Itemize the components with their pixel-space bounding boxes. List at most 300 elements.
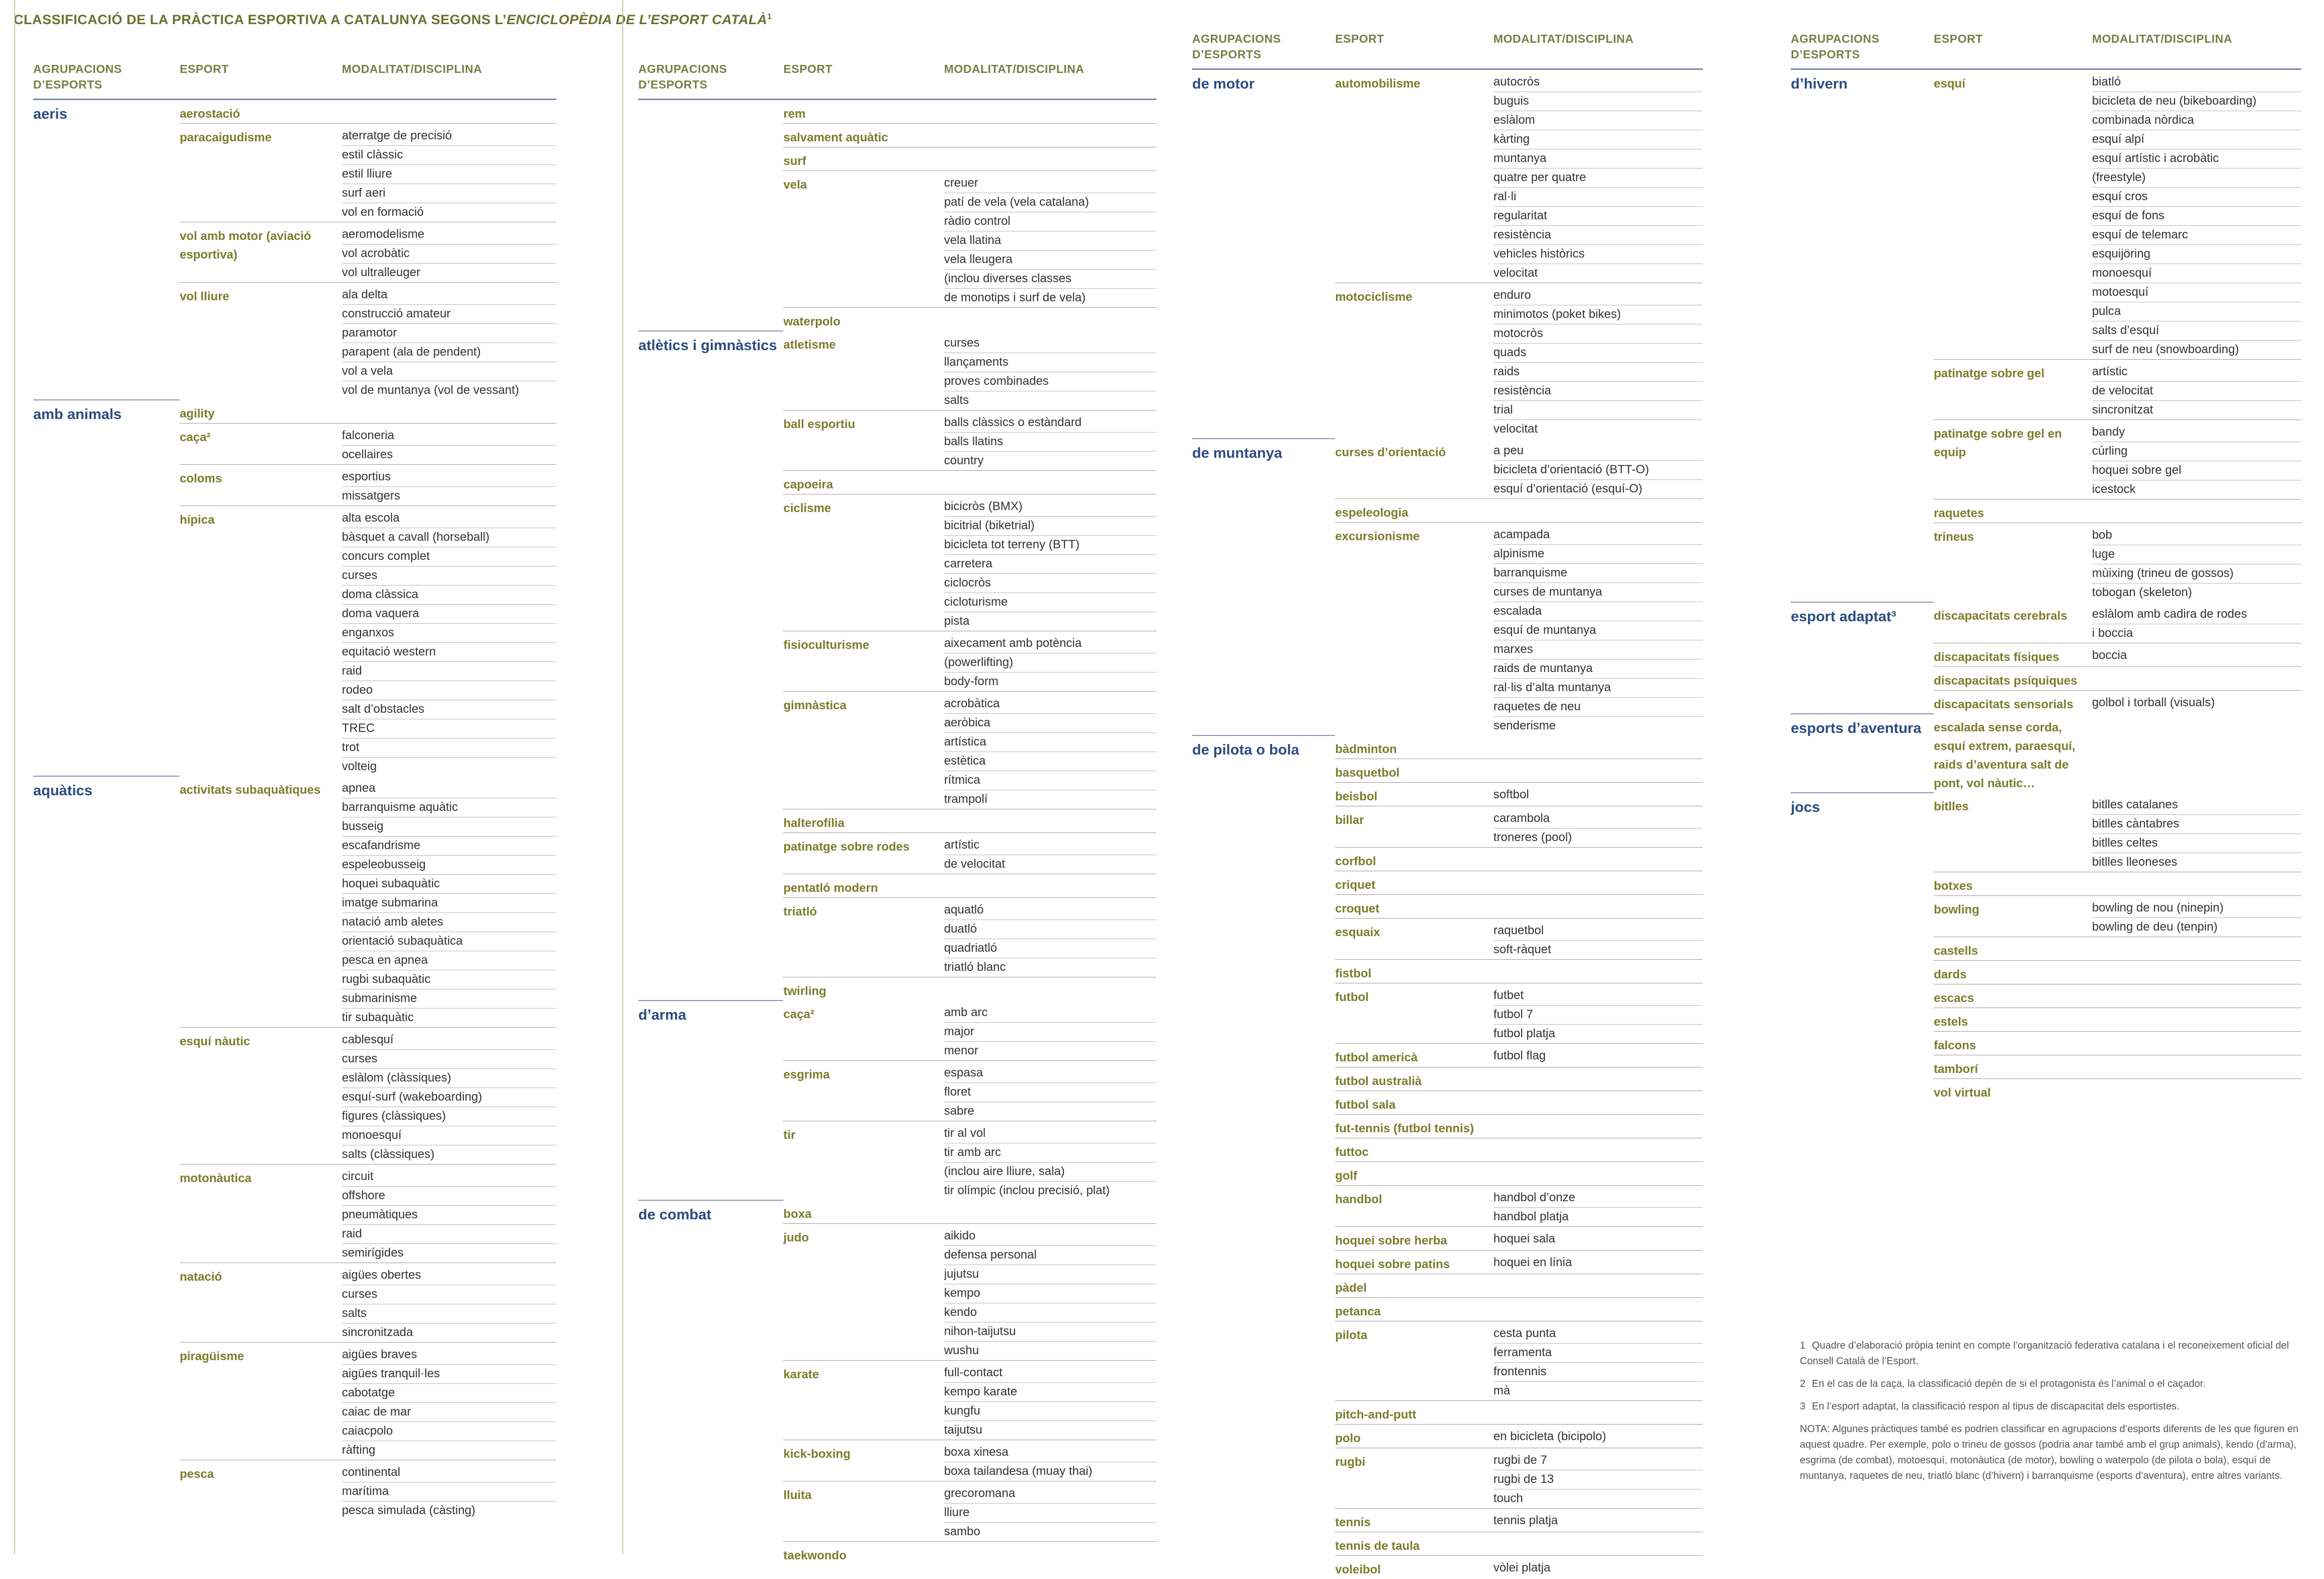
modes-cell bbox=[2092, 896, 2301, 937]
sport-name: pesca bbox=[180, 1465, 342, 1483]
group-cell bbox=[638, 1440, 783, 1481]
table-row bbox=[638, 1361, 1156, 1440]
modality-item: full-contact bbox=[944, 1364, 1156, 1383]
table-row bbox=[638, 1481, 1156, 1542]
group-cell: d’arma bbox=[638, 1001, 783, 1061]
modes-cell bbox=[944, 147, 1156, 171]
modality-item: senderisme bbox=[1493, 717, 1703, 735]
modality-item: raids bbox=[1493, 363, 1703, 382]
modality-item: futbet bbox=[1493, 986, 1703, 1006]
header-row bbox=[1192, 26, 1703, 69]
header-mode: MODALITAT/DISCIPLINA bbox=[2092, 26, 2301, 69]
modality-item: bitlles càntabres bbox=[2092, 815, 2301, 834]
group-cell bbox=[1791, 1055, 1934, 1079]
sport-cell bbox=[1335, 919, 1493, 960]
sport-cell bbox=[180, 283, 342, 400]
sport-cell bbox=[783, 874, 944, 898]
sport-name: motonàutica bbox=[180, 1169, 342, 1188]
modality-item: sabre bbox=[944, 1102, 1156, 1121]
modes-cell bbox=[2092, 667, 2301, 691]
modality-item: ral·lis d’alta muntanya bbox=[1493, 679, 1703, 698]
table-row bbox=[638, 692, 1156, 809]
modes-cell bbox=[2092, 643, 2301, 667]
modes-cell bbox=[944, 809, 1156, 833]
header-sport: ESPORT bbox=[1335, 26, 1493, 69]
modality-item: surf de neu (snowboarding) bbox=[2092, 341, 2301, 359]
group-cell bbox=[1192, 1274, 1335, 1298]
table-row bbox=[33, 1343, 556, 1460]
table-container bbox=[638, 56, 1156, 1565]
sport-name: esquí bbox=[1934, 74, 2092, 93]
modality-item: hoquei subaquàtic bbox=[342, 875, 556, 894]
group-cell bbox=[638, 631, 783, 692]
sport-name: futbol americà bbox=[1335, 1048, 1493, 1067]
modality-item: boxa tailandesa (muay thai) bbox=[944, 1462, 1156, 1481]
modality-item: tir amb arc bbox=[944, 1143, 1156, 1162]
modality-item: futbol 7 bbox=[1493, 1006, 1703, 1025]
group-cell bbox=[1192, 871, 1335, 895]
sport-name: billar bbox=[1335, 811, 1493, 829]
table-row bbox=[1192, 1532, 1703, 1556]
sport-cell bbox=[783, 631, 944, 692]
modality-item: autocròs bbox=[1493, 73, 1703, 92]
table-row bbox=[33, 400, 556, 424]
sport-cell bbox=[1335, 735, 1493, 759]
modes-cell bbox=[1493, 1162, 1703, 1186]
sport-cell bbox=[1934, 872, 2092, 896]
modes-cell bbox=[2092, 691, 2301, 714]
modes-cell bbox=[944, 124, 1156, 147]
note-paragraph bbox=[1800, 1422, 2300, 1484]
modality-item: sincronitzat bbox=[2092, 401, 2301, 420]
modality-item: handbol d’onze bbox=[1493, 1189, 1703, 1208]
modes-cell bbox=[342, 506, 556, 777]
modality-item: de velocitat bbox=[2092, 382, 2301, 401]
sport-name: vol lliure bbox=[180, 287, 342, 306]
sport-name: natació bbox=[180, 1268, 342, 1286]
sport-name: coloms bbox=[180, 469, 342, 488]
sport-cell bbox=[1335, 1067, 1493, 1091]
modality-item: (inclou diverses classes bbox=[944, 270, 1156, 289]
modality-item: raid bbox=[342, 662, 556, 681]
group-cell bbox=[1791, 1079, 1934, 1103]
sport-name: motociclisme bbox=[1335, 288, 1493, 306]
modality-item: kempo karate bbox=[944, 1383, 1156, 1402]
modality-item: carretera bbox=[944, 555, 1156, 574]
modality-item: bicicleta tot terreny (BTT) bbox=[944, 536, 1156, 555]
table-row bbox=[1192, 895, 1703, 919]
table-row bbox=[1192, 1298, 1703, 1321]
sport-name: curses d’orientació bbox=[1335, 443, 1493, 462]
modality-item: aterratge de precisió bbox=[342, 127, 556, 146]
group-cell bbox=[33, 1263, 180, 1343]
sport-name: discapacitats sensorials bbox=[1934, 695, 2092, 714]
group-cell bbox=[1791, 961, 1934, 984]
sport-cell bbox=[783, 410, 944, 471]
sport-cell bbox=[180, 222, 342, 283]
group-cell bbox=[1192, 806, 1335, 848]
table-row bbox=[1192, 523, 1703, 736]
sport-name: escacs bbox=[1934, 989, 2092, 1008]
modality-item: muntanya bbox=[1493, 149, 1703, 169]
modes-cell bbox=[1493, 1298, 1703, 1321]
modes-cell bbox=[1493, 1091, 1703, 1115]
sport-name: rem bbox=[783, 105, 944, 123]
modality-item: ocellaires bbox=[342, 446, 556, 464]
modes-cell bbox=[1493, 1067, 1703, 1091]
group-cell: de pilota o bola bbox=[1192, 735, 1335, 759]
modality-item: ciclocròs bbox=[944, 574, 1156, 593]
sport-name: futbol sala bbox=[1335, 1096, 1493, 1114]
modes-cell bbox=[2092, 360, 2301, 420]
sport-cell bbox=[1335, 1274, 1493, 1298]
modality-item: hoquei en línia bbox=[1493, 1254, 1703, 1272]
table-row bbox=[1192, 1556, 1703, 1579]
sport-cell bbox=[1335, 1251, 1493, 1274]
group-cell bbox=[638, 898, 783, 977]
modality-item: soft-ràquet bbox=[1493, 941, 1703, 959]
modality-item: taijutsu bbox=[944, 1421, 1156, 1440]
sport-name: activitats subaquàtiques bbox=[180, 781, 342, 799]
modality-item: bob bbox=[2092, 526, 2301, 545]
modality-item: de monotips i surf de vela) bbox=[944, 289, 1156, 307]
sport-name: esquí nàutic bbox=[180, 1032, 342, 1051]
group-cell bbox=[1192, 759, 1335, 783]
sport-cell bbox=[783, 1224, 944, 1361]
sport-cell bbox=[180, 1028, 342, 1165]
group-cell bbox=[1192, 1425, 1335, 1448]
modality-item: aigües tranquil·les bbox=[342, 1365, 556, 1384]
modality-item: imatge submarina bbox=[342, 894, 556, 913]
modality-item: vol acrobàtic bbox=[342, 244, 556, 264]
footnote-number: 2 bbox=[1800, 1376, 1812, 1392]
table-row bbox=[1192, 1138, 1703, 1162]
group-cell: de muntanya bbox=[1192, 439, 1335, 499]
table-row bbox=[1791, 714, 2301, 793]
title-work: ENCICLOPÈDIA DE L’ESPORT CATALÀ bbox=[507, 12, 767, 27]
group-cell bbox=[33, 506, 180, 777]
table-row bbox=[1791, 69, 2301, 360]
sport-cell bbox=[1934, 793, 2092, 872]
modality-item: artística bbox=[944, 733, 1156, 752]
modes-cell bbox=[944, 1121, 1156, 1201]
modality-item: pista bbox=[944, 612, 1156, 631]
modes-cell bbox=[1493, 848, 1703, 871]
table-row bbox=[638, 809, 1156, 833]
classification-table bbox=[638, 56, 1156, 1565]
modes-cell bbox=[342, 1028, 556, 1165]
sport-cell bbox=[1335, 806, 1493, 848]
modality-item: lliure bbox=[944, 1504, 1156, 1523]
sport-cell bbox=[1335, 1532, 1493, 1556]
modality-item: vol ultralleuger bbox=[342, 264, 556, 282]
sport-cell bbox=[783, 494, 944, 631]
modes-cell bbox=[342, 100, 556, 124]
group-cell bbox=[1192, 1162, 1335, 1186]
sport-name: surf bbox=[783, 152, 944, 171]
table-row bbox=[33, 424, 556, 465]
sport-name: bitlles bbox=[1934, 797, 2092, 816]
sport-cell bbox=[180, 100, 342, 124]
group-cell bbox=[638, 471, 783, 494]
table-row bbox=[33, 100, 556, 124]
modality-item: monoesquí bbox=[2092, 264, 2301, 283]
sport-cell bbox=[180, 124, 342, 222]
modality-item: TREC bbox=[342, 719, 556, 738]
group-cell bbox=[638, 692, 783, 809]
modes-cell bbox=[944, 1001, 1156, 1061]
modality-item: rugbi de 7 bbox=[1493, 1451, 1703, 1470]
table-row bbox=[33, 776, 556, 1028]
sport-name: futbol australià bbox=[1335, 1072, 1493, 1091]
modes-cell bbox=[944, 410, 1156, 471]
modality-item: acrobàtica bbox=[944, 695, 1156, 714]
group-cell bbox=[1791, 937, 1934, 961]
modes-cell bbox=[2092, 1008, 2301, 1032]
modality-item: vòlei platja bbox=[1493, 1559, 1703, 1577]
modality-item: bicitrial (biketrial) bbox=[944, 517, 1156, 536]
table-row bbox=[638, 471, 1156, 494]
modes-cell bbox=[2092, 1079, 2301, 1103]
sport-cell bbox=[783, 1361, 944, 1440]
sport-cell bbox=[783, 692, 944, 809]
sport-cell bbox=[1934, 691, 2092, 714]
group-cell bbox=[1791, 360, 1934, 420]
sport-cell bbox=[1335, 871, 1493, 895]
sport-cell bbox=[1934, 1055, 2092, 1079]
footnote-number: 3 bbox=[1800, 1399, 1812, 1415]
table-row bbox=[33, 1028, 556, 1165]
group-cell bbox=[638, 1542, 783, 1565]
group-cell bbox=[1192, 499, 1335, 523]
modes-cell bbox=[944, 471, 1156, 494]
modality-item: boxa xinesa bbox=[944, 1443, 1156, 1462]
table-row bbox=[1192, 1274, 1703, 1298]
note-text: NOTA: Algunes pràctiques també es podrien classificar en agrupacions d’esports diferents de les que figuren en aquest quadre. Per exemple, polo o trineu de gossos (podria anar també amb el grup animals), kendo (d’arma), esgrima (de combat), motoesquí, motonàutica (de motor), bowling o waterpolo (de pilota o bola), esquí de muntanya, raquetes de neu, triatló blanc (d’hivern) i barranquisme (esports d’aventura), entre altres variants. bbox=[1800, 1424, 2298, 1481]
footnote-text: En l’esport adaptat, la classificació respon al tipus de discapacitat dels esportistes. bbox=[1812, 1401, 2179, 1412]
modality-item: tir subaquàtic bbox=[342, 1009, 556, 1027]
table-row bbox=[1192, 1251, 1703, 1274]
classification-table bbox=[1192, 26, 1703, 1579]
modality-item: salts bbox=[944, 391, 1156, 410]
sport-name: basquetbol bbox=[1335, 764, 1493, 782]
table-row bbox=[1192, 1401, 1703, 1425]
group-cell bbox=[1192, 1321, 1335, 1401]
sport-cell bbox=[1934, 69, 2092, 360]
modality-item: (freestyle) bbox=[2092, 169, 2301, 188]
sport-name: trineus bbox=[1934, 528, 2092, 546]
group-cell bbox=[1791, 1008, 1934, 1032]
group-cell bbox=[33, 1165, 180, 1263]
sport-cell bbox=[1335, 1556, 1493, 1579]
modes-cell bbox=[342, 1165, 556, 1263]
modality-item: volteig bbox=[342, 758, 556, 776]
modes-cell bbox=[1493, 1509, 1703, 1532]
modality-item: esquí cros bbox=[2092, 188, 2301, 207]
modality-item: rodeo bbox=[342, 681, 556, 700]
modality-item: quadriatló bbox=[944, 939, 1156, 958]
modality-item: trot bbox=[342, 738, 556, 758]
sport-cell bbox=[1934, 1032, 2092, 1055]
modality-item: estil lliure bbox=[342, 165, 556, 184]
table-row bbox=[1791, 1008, 2301, 1032]
sport-name: discapacitats físiques bbox=[1934, 648, 2092, 667]
group-cell bbox=[638, 124, 783, 147]
table-row bbox=[1192, 960, 1703, 983]
sport-name: fistbol bbox=[1335, 964, 1493, 983]
table-column-1 bbox=[14, 0, 567, 1554]
modality-item: eslàlom amb cadira de rodes bbox=[2092, 605, 2301, 624]
sport-cell bbox=[1335, 1227, 1493, 1251]
modes-cell bbox=[1493, 1321, 1703, 1401]
sport-name: atletisme bbox=[783, 336, 944, 354]
group-cell bbox=[33, 1028, 180, 1165]
table-row bbox=[1192, 1186, 1703, 1227]
group-cell bbox=[638, 1481, 783, 1542]
table-row bbox=[1791, 500, 2301, 523]
modality-item: bicicleta de neu (bikeboarding) bbox=[2092, 92, 2301, 111]
modality-item: missatgers bbox=[342, 487, 556, 506]
modality-item: vol a vela bbox=[342, 362, 556, 381]
header-sport: ESPORT bbox=[180, 56, 342, 100]
group-cell bbox=[1192, 1138, 1335, 1162]
sport-cell bbox=[180, 424, 342, 465]
modality-item: bowling de deu (tenpin) bbox=[2092, 918, 2301, 937]
modality-item: cabotatge bbox=[342, 1384, 556, 1403]
modes-cell bbox=[1493, 759, 1703, 783]
sport-cell bbox=[1934, 937, 2092, 961]
table-row bbox=[1791, 602, 2301, 643]
modality-item: curses bbox=[342, 1050, 556, 1069]
sport-name: automobilisme bbox=[1335, 74, 1493, 93]
modality-item: continental bbox=[342, 1463, 556, 1482]
table-row bbox=[1192, 69, 1703, 283]
sport-cell bbox=[1934, 500, 2092, 523]
modality-item: floret bbox=[944, 1083, 1156, 1102]
sport-cell bbox=[1335, 759, 1493, 783]
header-row bbox=[638, 56, 1156, 100]
sport-cell bbox=[1335, 499, 1493, 523]
modality-item: apnea bbox=[342, 779, 556, 798]
group-cell bbox=[638, 308, 783, 331]
modality-item: amb arc bbox=[944, 1004, 1156, 1023]
sport-name: vela bbox=[783, 176, 944, 194]
modality-item: salts (clàssiques) bbox=[342, 1145, 556, 1164]
modality-item: kungfu bbox=[944, 1402, 1156, 1421]
modes-cell bbox=[944, 1542, 1156, 1565]
modality-item: parapent (ala de pendent) bbox=[342, 343, 556, 362]
modes-cell bbox=[1493, 895, 1703, 919]
modes-cell bbox=[1493, 783, 1703, 806]
modality-item: triatló blanc bbox=[944, 958, 1156, 977]
modes-cell bbox=[1493, 1227, 1703, 1251]
modality-item: futbol platja bbox=[1493, 1025, 1703, 1043]
table-row bbox=[33, 283, 556, 400]
group-cell bbox=[1192, 283, 1335, 439]
modality-item: resistència bbox=[1493, 226, 1703, 245]
modality-item: golbol i torball (visuals) bbox=[2092, 694, 2301, 712]
modes-cell bbox=[1493, 1448, 1703, 1509]
modality-item: natació amb aletes bbox=[342, 913, 556, 932]
table-row bbox=[638, 100, 1156, 124]
footnote-text: En el cas de la caça, la classificació depèn de si el protagonista és l’animal o el caçador. bbox=[1812, 1378, 2206, 1389]
modality-item: aikido bbox=[944, 1227, 1156, 1246]
sport-name: hípica bbox=[180, 511, 342, 529]
group-cell bbox=[638, 1121, 783, 1201]
modality-item: cúrling bbox=[2092, 442, 2301, 461]
modality-item: espasa bbox=[944, 1064, 1156, 1083]
modality-item: body-form bbox=[944, 673, 1156, 691]
table-row bbox=[1791, 420, 2301, 500]
sport-name: triatló bbox=[783, 902, 944, 921]
header-mode: MODALITAT/DISCIPLINA bbox=[944, 56, 1156, 100]
modality-item: motoesquí bbox=[2092, 283, 2301, 302]
modes-cell bbox=[1493, 806, 1703, 848]
modality-item: trial bbox=[1493, 401, 1703, 420]
modes-cell bbox=[944, 171, 1156, 308]
table-row bbox=[1791, 961, 2301, 984]
group-cell bbox=[638, 100, 783, 124]
modality-item: esquí-surf (wakeboarding) bbox=[342, 1088, 556, 1107]
table-row bbox=[1192, 848, 1703, 871]
group-cell: aeris bbox=[33, 100, 180, 124]
sport-cell bbox=[783, 1481, 944, 1542]
sport-cell bbox=[1335, 523, 1493, 736]
modality-item: hoquei sala bbox=[1493, 1230, 1703, 1249]
modality-item: raquetes de neu bbox=[1493, 698, 1703, 717]
sport-cell bbox=[1934, 667, 2092, 691]
header-sport: ESPORT bbox=[783, 56, 944, 100]
sport-name: gimnàstica bbox=[783, 696, 944, 715]
table-row bbox=[1192, 499, 1703, 523]
table-row bbox=[1791, 523, 2301, 603]
table-row bbox=[1192, 783, 1703, 806]
modality-item: creuer bbox=[944, 174, 1156, 193]
modes-cell bbox=[944, 331, 1156, 410]
modes-cell bbox=[944, 1481, 1156, 1542]
table-row bbox=[1192, 439, 1703, 499]
sport-cell bbox=[783, 898, 944, 977]
table-row bbox=[33, 124, 556, 222]
group-cell bbox=[1791, 500, 1934, 523]
table-row bbox=[1791, 984, 2301, 1008]
group-cell bbox=[1192, 1448, 1335, 1509]
modality-item: curses de muntanya bbox=[1493, 583, 1703, 602]
sport-name: piragüisme bbox=[180, 1347, 342, 1366]
sport-cell bbox=[783, 308, 944, 331]
sport-name: salvament aquàtic bbox=[783, 128, 944, 147]
modality-item: alpinisme bbox=[1493, 545, 1703, 564]
modality-item: pulca bbox=[2092, 302, 2301, 321]
sport-name: taekwondo bbox=[783, 1546, 944, 1565]
sport-cell bbox=[1934, 360, 2092, 420]
title-main: CLASSIFICACIÓ DE LA PRÀCTICA ESPORTIVA A CATALUNYA SEGONS L’ bbox=[14, 12, 507, 27]
table-row bbox=[1791, 643, 2301, 667]
sport-cell bbox=[1335, 983, 1493, 1044]
modality-item: velocitat bbox=[1493, 420, 1703, 439]
sport-cell bbox=[1335, 1186, 1493, 1227]
sport-cell bbox=[1335, 69, 1493, 283]
modality-item: esquí de muntanya bbox=[1493, 621, 1703, 640]
modality-item: escafandrisme bbox=[342, 837, 556, 856]
sport-cell bbox=[1335, 283, 1493, 439]
sport-name: castells bbox=[1934, 942, 2092, 960]
group-cell bbox=[638, 494, 783, 631]
modality-item: mà bbox=[1493, 1382, 1703, 1400]
header-row bbox=[1791, 26, 2301, 69]
modality-item: motocròs bbox=[1493, 324, 1703, 344]
modality-item: wushu bbox=[944, 1342, 1156, 1360]
